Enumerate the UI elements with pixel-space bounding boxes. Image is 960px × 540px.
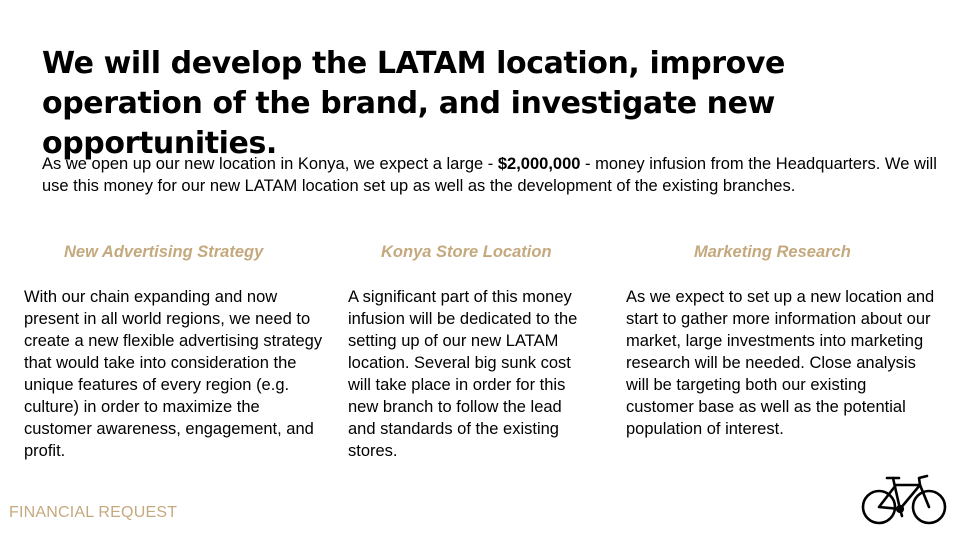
- column-body: A significant part of this money infusion will be dedicated to the setting up of our new LATAM location. Several big sunk cost will take place in order for this new branch to follow the lead and standards of the existing stores.: [348, 288, 578, 460]
- column-marketing-research: [626, 241, 938, 438]
- intro-text-start: As we open up our new location in Konya, we expect a large -: [42, 155, 498, 173]
- column-store-location: [348, 241, 593, 460]
- intro-amount: $2,000,000: [497, 155, 581, 173]
- column-heading: Marketing Research: [694, 243, 851, 261]
- footer-label: FINANCIAL REQUEST: [9, 504, 178, 521]
- column-body: With our chain expanding and now present in all world regions, we need to create a new flexible advertising strategy that would take into consideration the unique features of every region (e.g. culture) in order to maximize the customer awareness, engagement, and profit.: [24, 288, 323, 460]
- intro-paragraph: [42, 153, 947, 197]
- column-heading: New Advertising Strategy: [64, 243, 264, 261]
- column-advertising-strategy: [24, 241, 324, 460]
- column-heading: Konya Store Location: [381, 243, 552, 261]
- slide-title: We will develop the LATAM location, improve operation of the brand, and investigate new opportunities.: [42, 46, 785, 161]
- bicycle-icon: [860, 472, 948, 528]
- intro-text-end: - money infusion from the Headquarters. We will use this money for our new LATAM location set up as well as the development of the existing branches.: [42, 155, 937, 195]
- column-body: As we expect to set up a new location and start to gather more information about our market, large investments into marketing research will be needed. Close analysis will be targeting both our existing customer base as well as the potential population of interest.: [626, 288, 935, 438]
